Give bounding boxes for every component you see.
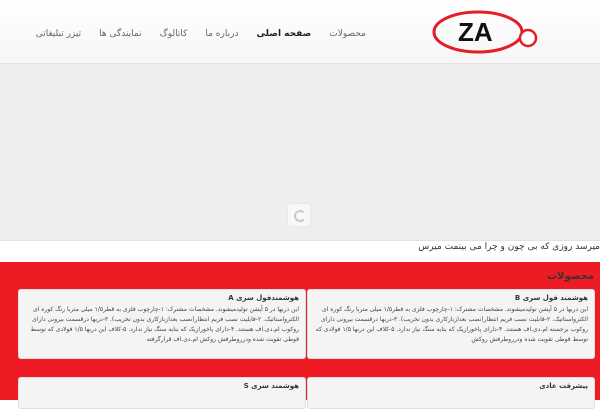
nav-home[interactable]: صفحه اصلی [256,29,312,39]
main-nav [36,27,366,41]
product-card-standard[interactable] [307,377,595,409]
hero-slider[interactable] [0,64,600,241]
news-ticker [0,242,600,258]
product-card-title[interactable]: پیشرفت عادی [539,382,588,390]
za-logo[interactable] [432,8,544,56]
site-header [0,0,600,64]
product-card-title[interactable]: هوشمند سری S [243,382,299,390]
product-card-b[interactable] [307,289,595,359]
nav-agencies[interactable]: نمایندگی ها [99,29,142,39]
nav-about[interactable]: درباره ما [205,29,239,39]
product-card-description: این دربها در ۵ آپشن تولیدمیشوند. مشخصات مشترک: ۱-چارچوب فلزی به قطر۱/۵ میلی متربا رنگ کوره ای الکترواستاتیک. ۲-قابلیت نصب فریم انتظار(نصب بعدازبازکاری بدون تخریب). ۳-دربها درقسمت بیرونی دارای روکوب برجسته ام.دی.اف هستند. ۴-دارای پاخورازیک که بنایه سنگ نیاز ندارد. ۵-کلاف این دربها ۱/۵ فولادی که توسط قوطی تقویت شده ودرروطرفش روکش [315,306,588,343]
svg-text:ZA: ZA [458,17,493,47]
nav-teaser[interactable]: تیزر تبلیغاتی [35,29,82,39]
ticker-text: میرسد روزی که بی چون و چرا می بینمت میرس [418,242,600,252]
nav-products[interactable]: محصولات [329,29,366,39]
loading-spinner-icon [288,204,310,226]
nav-catalog[interactable]: کاتالوگ [159,29,188,39]
product-card-a[interactable] [18,289,306,359]
product-card-title[interactable]: هوشمندفول سری A [228,294,299,302]
product-card-s[interactable] [18,377,306,409]
products-heading: محصولات [546,271,594,282]
product-card-title[interactable]: هوشمند فول سری B [514,294,588,302]
product-card-description: این دربها در ۵ آپشن تولیدمیشوند. مشخصات مشترک: ۱-چارچوب فلزی به قطر۱/۵ میلی متربا رنگ کوره ای الکترواستاتیک. ۲-قابلیت نصب فریم انتظار(نصب بعدازبازکاری بدون تخریب). ۳-دربها درقسمت بیرونی دارای روکوب ام.دی.اف هستند. ۴-دارای پاخورازیک که بنایه سنگ نیاز ندارد. ۵-کلاف این دربها ۱/۵ فولادی که توسط قوطی تقویت شده ودرروطرفش روکش ام.دی.اف قرارگرفته [30,306,299,343]
